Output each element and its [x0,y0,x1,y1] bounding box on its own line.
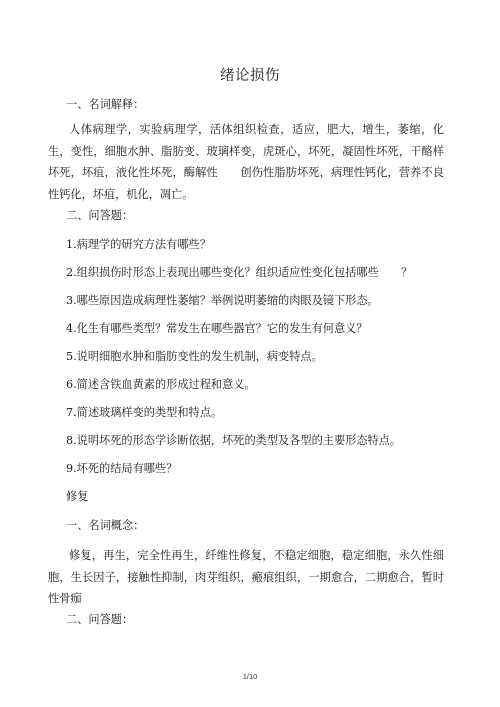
section-heading-questions: 二、问答题： [66,209,134,222]
page-title: 绪论损伤 [220,68,280,84]
question-item: 8.说明坏死的形态学诊断依据，坏死的类型及各型的主要形态特点。 [66,434,402,447]
question-item: 9.坏死的结局有哪些？ [66,462,178,475]
definitions-paragraph: 人体病理学，实验病理学，活体组织检查，适应，肥大，增生，萎缩，化生，变性，细胞水肿、脂肪变、玻璃样变，虎斑心，坏死，凝固性坏死，干酪样坏死，坏疽，液化性坏死，酶解性 创伤性脂肪坏死，病理性钙化，营养不良性钙化，坏疽，机化，凋亡。 [48,123,444,201]
page-number: 1/10 [242,672,258,681]
question-item: 4.化生有哪些类型？常发生在哪些器官？它的发生有何意义？ [66,322,368,335]
question-item: 5.说明细胞水肿和脂肪变性的发生机制，病变特点。 [66,350,323,363]
section-heading-concepts: 一、名词概念： [66,519,145,532]
question-item: 2.组织损伤时形态上表现出哪些变化？组织适应性变化包括哪些 ？ [66,266,413,279]
question-item: 1.病理学的研究方法有哪些？ [66,238,211,251]
section-heading-definitions: 一、名词解释： [66,98,145,111]
question-item: 3.哪些原因造成病理性萎缩？举例说明萎缩的肉眼及镜下形态。 [66,294,379,307]
section-heading-repair-questions: 二、问答题： [66,613,134,626]
question-item: 6.简述含铁血黄素的形成过程和意义。 [66,378,256,391]
question-item: 7.简述玻璃样变的类型和特点。 [66,406,223,419]
repair-section-title: 修复 [66,490,89,503]
concepts-paragraph: 修复，再生，完全性再生，纤维性修复，不稳定细胞，稳定细胞，永久性细胞，生长因子，接触性抑制，肉芽组织，瘢痕组织，一期愈合，二期愈合，暂时性骨痂 [48,549,444,605]
